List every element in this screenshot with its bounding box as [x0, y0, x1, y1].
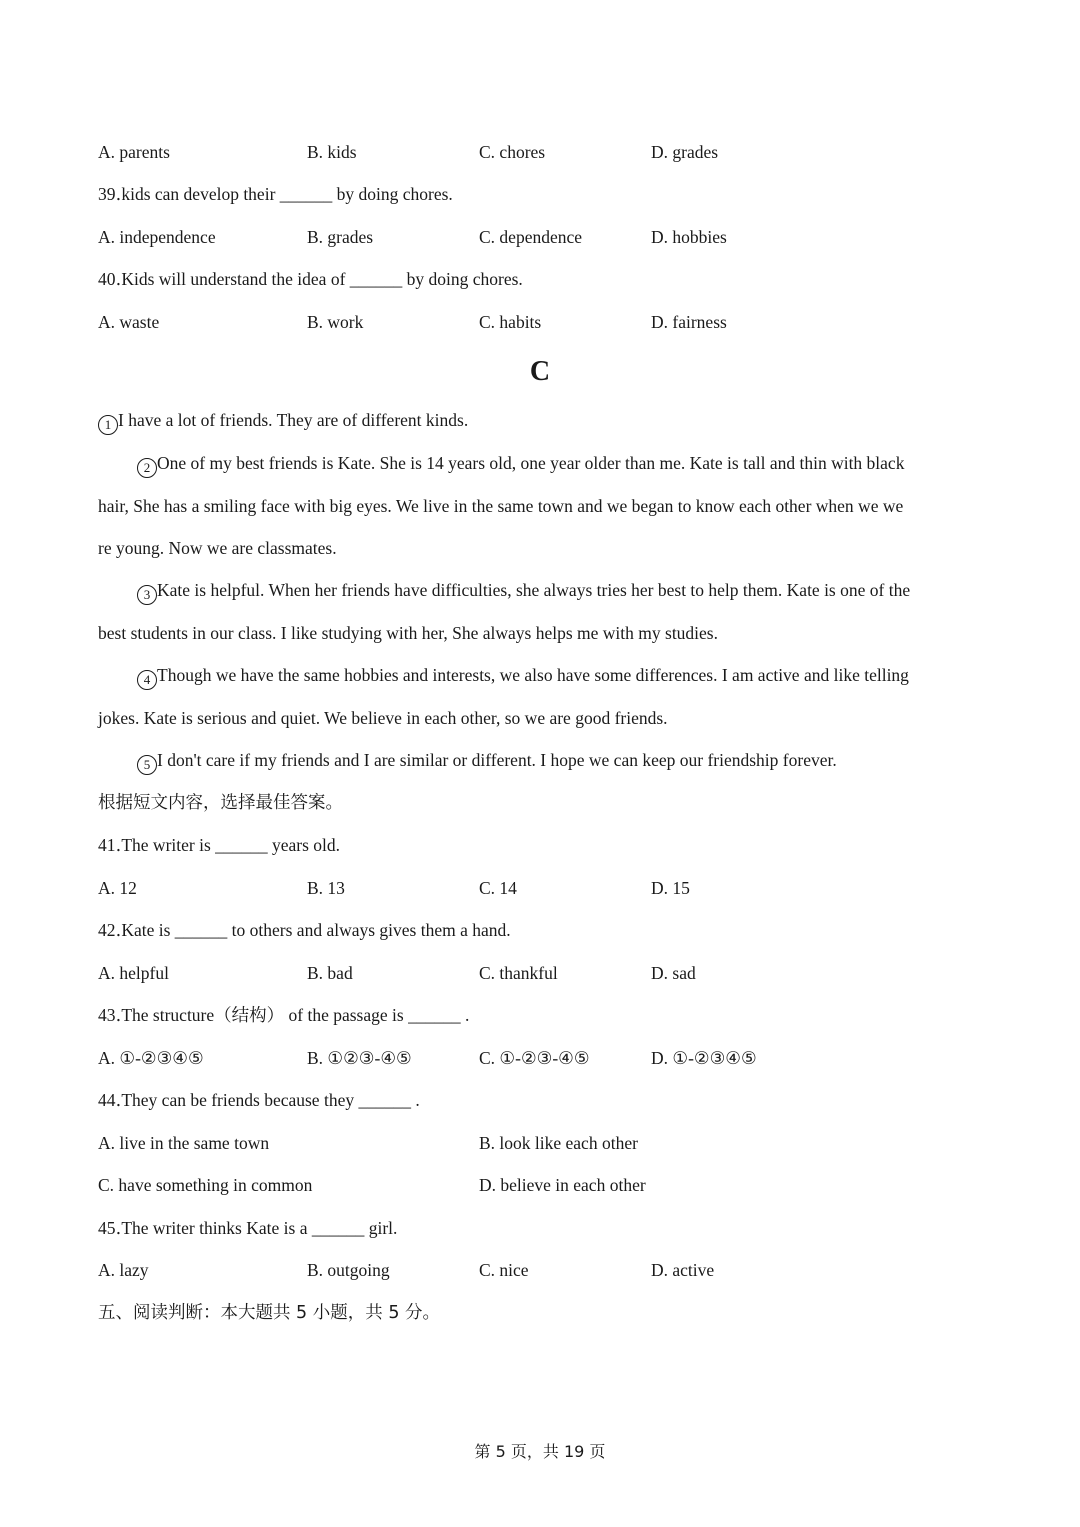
- q43-option-a: A. ①-②③④⑤: [98, 1048, 204, 1068]
- paragraph-number: 4: [137, 670, 157, 690]
- q41-option-d: D. 15: [651, 878, 690, 898]
- q39-option-b: B. grades: [307, 227, 374, 247]
- q42-stem: 42․Kate is ______ to others and always gives them a hand.: [98, 920, 511, 940]
- q40-option-c: C. habits: [479, 312, 542, 332]
- q42-option-c: C. thankful: [479, 963, 558, 983]
- q45-option-b: B. outgoing: [307, 1260, 390, 1280]
- paragraph-number: 5: [137, 755, 157, 775]
- paragraph-2-line-3: re young. Now we are classmates.: [98, 538, 337, 558]
- paragraph-2: 2 One of my best friends is Kate. She is 14 years old, one year older than me. Kate is tall and thin with black: [137, 451, 1019, 478]
- paragraph-2-line-2: hair, She has a smiling face with big eyes. We live in the same town and we began to know each other when we we: [98, 496, 904, 516]
- paragraph-4: 4 Though we have the same hobbies and interests, we also have some differences. I am active and like telling: [137, 663, 1019, 690]
- q43-option-c: C. ①-②③-④⑤: [479, 1048, 590, 1068]
- q45-option-a: A. lazy: [98, 1260, 149, 1280]
- q39-option-d: D. hobbies: [651, 227, 727, 247]
- q41-stem: 41․The writer is ______ years old.: [98, 835, 341, 855]
- paragraph-4-line-2: jokes. Kate is serious and quiet. We believe in each other, so we are good friends.: [98, 708, 668, 728]
- paragraph-5: 5 I don't care if my friends and I are similar or different. I hope we can keep our friendship forever.: [137, 748, 1019, 775]
- q43-stem: 43․The structure（结构） of the passage is ______ .: [98, 1005, 470, 1025]
- section-heading: C: [529, 356, 551, 387]
- q41-option-c: C. 14: [479, 878, 517, 898]
- q40-stem: 40․Kids will understand the idea of ______ by doing chores.: [98, 269, 523, 289]
- q41-option-b: B. 13: [307, 878, 345, 898]
- q40-option-a: A. waste: [98, 312, 160, 332]
- q44-option-d: D. believe in each other: [479, 1175, 646, 1195]
- q45-stem: 45․The writer thinks Kate is a ______ girl.: [98, 1218, 398, 1238]
- instruction: 根据短文内容，选择最佳答案。: [98, 793, 343, 813]
- paragraph-number: 2: [137, 458, 157, 478]
- q42-option-a: A. helpful: [98, 963, 169, 983]
- q44-stem: 44․They can be friends because they ______ .: [98, 1090, 420, 1110]
- q40-option-d: D. fairness: [651, 312, 727, 332]
- paragraph-3-line-2: best students in our class. I like studying with her, She always helps me with my studies.: [98, 623, 718, 643]
- q39-option-c: C. dependence: [479, 227, 583, 247]
- q38-option-d: D. grades: [651, 142, 719, 162]
- q41-option-a: A. 12: [98, 878, 137, 898]
- q43-option-b: B. ①②③-④⑤: [307, 1048, 412, 1068]
- q38-option-b: B. kids: [307, 142, 357, 162]
- q38-option-c: C. chores: [479, 142, 546, 162]
- q42-option-d: D. sad: [651, 963, 696, 983]
- q39-option-a: A. independence: [98, 227, 216, 247]
- paragraph-1: 1 I have a lot of friends. They are of different kinds.: [98, 408, 980, 435]
- q44-option-b: B. look like each other: [479, 1133, 638, 1153]
- q44-option-a: A. live in the same town: [98, 1133, 270, 1153]
- q38-option-a: A. parents: [98, 142, 170, 162]
- q39-stem: 39․kids can develop their ______ by doing chores.: [98, 184, 453, 204]
- paragraph-number: 3: [137, 585, 157, 605]
- q42-option-b: B. bad: [307, 963, 353, 983]
- paragraph-number: 1: [98, 415, 118, 435]
- q44-option-c: C. have something in common: [98, 1175, 313, 1195]
- page-footer: 第 5 页，共 19 页: [474, 1442, 606, 1461]
- next-section-title: 五、阅读判断：本大题共 5 小题，共 5 分。: [98, 1303, 441, 1323]
- q45-option-c: C. nice: [479, 1260, 529, 1280]
- paragraph-3: 3 Kate is helpful. When her friends have difficulties, she always tries her best to help them. Kate is one of the: [137, 578, 1019, 605]
- q45-option-d: D. active: [651, 1260, 715, 1280]
- q40-option-b: B. work: [307, 312, 364, 332]
- q43-option-d: D. ①-②③④⑤: [651, 1048, 757, 1068]
